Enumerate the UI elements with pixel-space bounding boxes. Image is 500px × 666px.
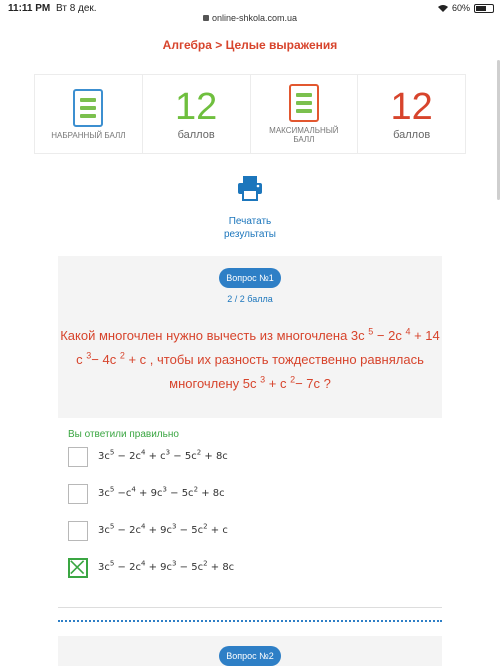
question-text: Какой многочлен нужно вычесть из многочлена 3c $^5$ − 2c $^4$ + 14 c $^3$− 4c $^2$ + c , чтобы их разность тождественно равнялась многочлену 5c $^3$ + c $^2$− 7c ? bbox=[60, 326, 440, 391]
question-card-1 bbox=[58, 256, 442, 608]
earned-score-unit: баллов bbox=[177, 129, 215, 141]
answer-status: Вы ответили правильно bbox=[68, 429, 179, 440]
print-label-line1: Печатать bbox=[228, 216, 272, 227]
max-score-unit: баллов bbox=[393, 129, 431, 141]
score-panel bbox=[34, 74, 466, 154]
print-label bbox=[0, 215, 500, 241]
question-header bbox=[58, 256, 442, 418]
question-badge: Вопрос №1 bbox=[219, 268, 281, 288]
earned-score-cell bbox=[143, 75, 251, 153]
printer-icon bbox=[236, 174, 264, 202]
option-label: $3c^5 - 2c^4 + c^3 - 5c^2 + 8c$ bbox=[98, 448, 228, 462]
earned-score-label-cell bbox=[35, 75, 143, 153]
address-bar[interactable] bbox=[0, 13, 500, 23]
breadcrumb[interactable]: Алгебра > Целые выражения bbox=[162, 38, 338, 52]
lock-icon bbox=[203, 15, 209, 21]
question-divider bbox=[58, 620, 442, 622]
max-score-value: 12 bbox=[390, 86, 433, 128]
option-checkbox[interactable] bbox=[68, 447, 88, 467]
question-badge-2: Вопрос №2 bbox=[219, 646, 281, 666]
document-red-icon bbox=[289, 84, 319, 122]
question-card-2 bbox=[58, 636, 442, 666]
max-score-cell bbox=[358, 75, 465, 153]
option-checkbox[interactable] bbox=[68, 484, 88, 504]
option-label: $3c^5 - 2c^4 + 9c^3 - 5c^2 + c$ bbox=[98, 522, 228, 536]
option-label: $3c^5 -c^4 + 9c^3 - 5c^2 + 8c$ bbox=[98, 485, 225, 499]
max-score-caption: МАКСИМАЛЬНЫЙ БАЛЛ bbox=[269, 126, 339, 144]
status-time: 11:11 PM bbox=[8, 3, 51, 14]
document-icon bbox=[73, 89, 103, 127]
earned-score-caption: НАБРАННЫЙ БАЛЛ bbox=[51, 130, 126, 140]
battery-icon bbox=[474, 4, 494, 13]
print-label-line2: результаты bbox=[224, 229, 276, 240]
status-bar bbox=[0, 0, 500, 24]
checked-checkbox-icon[interactable] bbox=[68, 558, 88, 578]
option-label: $3c^5 - 2c^4 + 9c^3 - 5c^2 + 8c$ bbox=[98, 559, 235, 573]
wifi-icon bbox=[438, 4, 448, 12]
option-checkbox[interactable] bbox=[68, 521, 88, 541]
max-score-label-cell bbox=[251, 75, 359, 153]
status-indicators bbox=[438, 3, 494, 13]
earned-score-value: 12 bbox=[174, 86, 218, 128]
question-points: 2 / 2 балла bbox=[227, 294, 273, 304]
status-date: Вт 8 дек. bbox=[56, 3, 97, 14]
battery-percent: 60% bbox=[451, 3, 470, 13]
print-results-button[interactable] bbox=[0, 174, 500, 241]
address-url: online-shkola.com.ua bbox=[211, 13, 298, 23]
